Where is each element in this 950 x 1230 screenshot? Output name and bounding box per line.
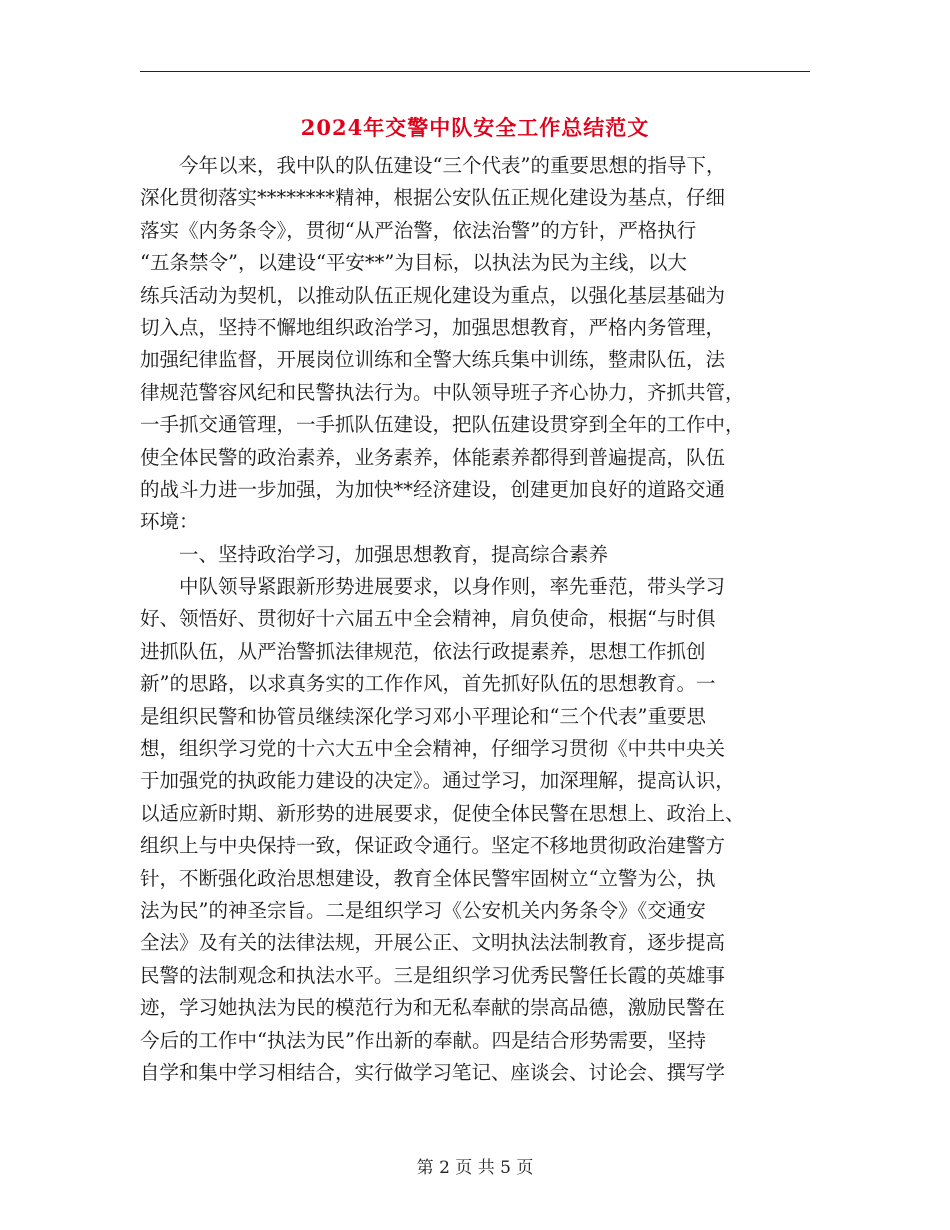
body-line: 组织上与中央保持一致，保证政令通行。坚定不移地贯彻政治建警方	[140, 834, 726, 858]
body-line: 中队领导紧跟新形势进展要求，以身作则，率先垂范，带头学习	[140, 575, 726, 599]
header-rule	[140, 71, 810, 72]
body-line: 进抓队伍，从严治警抓法律规范，依法行政提素养，思想工作抓创	[140, 639, 706, 663]
page-footer: 第 2 页 共 5 页	[416, 1158, 534, 1178]
body-line: 环境：	[140, 510, 199, 534]
body-line: 律规范警容风纪和民警执法行为。中队领导班子齐心协力，齐抓共管，	[140, 380, 745, 404]
body-line: 今年以来，我中队的队伍建设“三个代表”的重要思想的指导下，	[140, 154, 726, 177]
body-line: 迹，学习她执法为民的模范行为和无私奉献的崇高品德，激励民警在	[140, 996, 726, 1020]
body-line: 今后的工作中“执法为民”作出新的奉献。四是结合形势需要，坚持	[140, 1028, 706, 1052]
body-line: 一、坚持政治学习，加强思想教育，提高综合素养	[140, 542, 609, 566]
body-line: 切入点，坚持不懈地组织政治学习，加强思想教育，严格内务管理，	[140, 315, 726, 339]
body-line: 一手抓交通管理，一手抓队伍建设，把队伍建设贯穿到全年的工作中，	[140, 413, 745, 437]
body-line: 想，组织学习党的十六大五中全会精神，仔细学习贯彻《中共中央关	[140, 737, 726, 761]
body-line: 的战斗力进一步加强，为加快**经济建设，创建更加良好的道路交通	[140, 477, 726, 501]
body-line: 于加强党的执政能力建设的决定》。通过学习，加深理解，提高认识，	[140, 769, 735, 793]
body-line: 以适应新时期、新形势的进展要求，促使全体民警在思想上、政治上、	[140, 801, 745, 825]
body-line: 法为民”的神圣宗旨。二是组织学习《公安机关内务条令》《交通安	[140, 898, 706, 922]
document-title: 2024年交警中队安全工作总结范文	[300, 115, 650, 140]
body-line: 自学和集中学习相结合，实行做学习笔记、座谈会、讨论会、撰写学	[140, 1060, 726, 1084]
document-body	[140, 150, 810, 1089]
body-line: “五条禁令”，以建设“平安**”为目标，以执法为民为主线，以大	[140, 251, 687, 275]
body-line: 使全体民警的政治素养，业务素养，体能素养都得到普遍提高，队伍	[140, 445, 726, 469]
body-line: 民警的法制观念和执法水平。三是组织学习优秀民警任长霞的英雄事	[140, 963, 726, 987]
body-line: 深化贯彻落实********精神，根据公安队伍正规化建设为基点，仔细	[140, 186, 726, 210]
body-line: 是组织民警和协管员继续深化学习邓小平理论和“三个代表”重要思	[140, 704, 706, 728]
body-line: 好、领悟好、贯彻好十六届五中全会精神，肩负使命，根据“与时俱	[140, 607, 716, 631]
body-line: 落实《内务条令》，贯彻“从严治警，依法治警”的方针，严格执行	[140, 218, 697, 242]
body-line: 练兵活动为契机，以推动队伍正规化建设为重点，以强化基层基础为	[140, 283, 726, 307]
body-line: 针，不断强化政治思想建设，教育全体民警牢固树立“立警为公，执	[140, 866, 716, 890]
body-line: 新”的思路，以求真务实的工作作风，首先抓好队伍的思想教育。一	[140, 672, 716, 696]
body-line: 加强纪律监督，开展岗位训练和全警大练兵集中训练，整肃队伍，法	[140, 348, 726, 372]
body-line: 全法》及有关的法律法规，开展公正、文明执法法制教育，逐步提高	[140, 931, 726, 955]
